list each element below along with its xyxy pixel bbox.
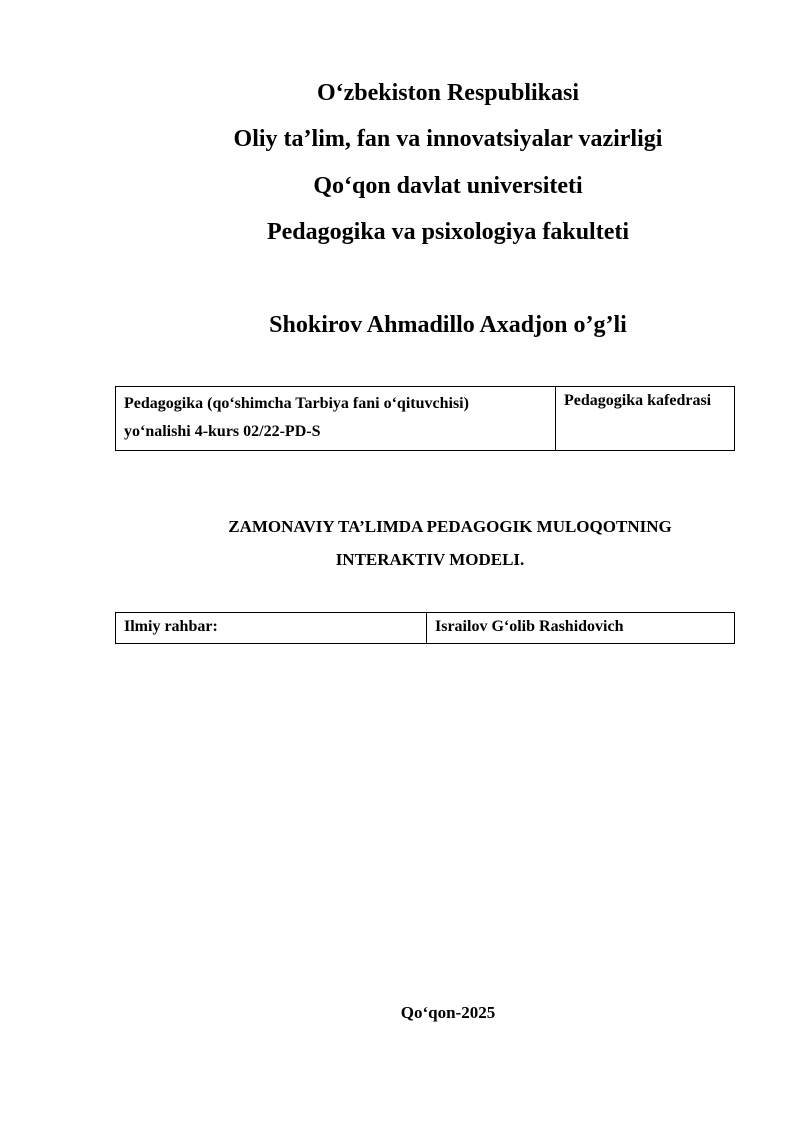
country-name: O‘zbekiston Respublikasi <box>316 80 580 106</box>
supervisor-label: Ilmiy rahbar: <box>124 618 218 635</box>
program-line-1: Pedagogika (qo‘shimcha Tarbiya fani o‘qituvchisi) <box>124 395 469 412</box>
table-row <box>116 387 735 451</box>
program-cell <box>116 387 556 451</box>
program-line-2: yo‘nalishi 4-kurs 02/22-PD-S <box>124 423 321 440</box>
topic-title-line-2: INTERAKTIV MODELI. <box>335 550 525 569</box>
supervisor-name: Israilov G‘olib Rashidovich <box>435 618 624 635</box>
university-name: Qo‘qon davlat universiteti <box>313 173 583 199</box>
supervisor-label-cell <box>116 613 427 644</box>
faculty-name: Pedagogika va psixologiya fakulteti <box>266 219 630 245</box>
supervisor-table <box>115 612 735 644</box>
supervisor-name-cell <box>427 613 735 644</box>
city-year: Qo‘qon-2025 <box>400 1003 496 1022</box>
table-row <box>116 613 735 644</box>
author-name: Shokirov Ahmadillo Axadjon o’g’li <box>269 312 627 338</box>
department-name: Pedagogika kafedrasi <box>564 392 712 409</box>
ministry-name: Oliy ta’lim, fan va innovatsiyalar vazirligi <box>233 126 663 152</box>
program-table <box>115 386 735 451</box>
topic-title-line-1: ZAMONAVIY TA’LIMDA PEDAGOGIK MULOQOTNING <box>228 517 672 536</box>
department-cell <box>556 387 735 451</box>
